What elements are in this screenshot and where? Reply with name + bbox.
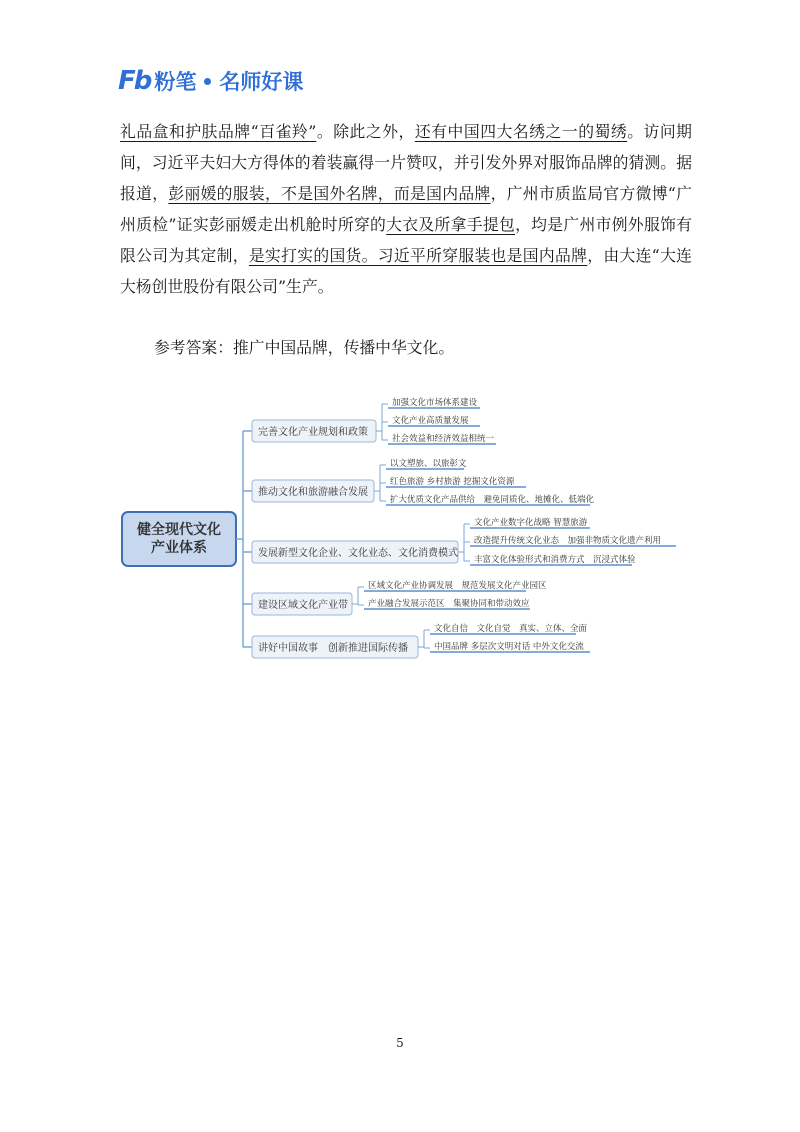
paragraph-segment: 。除此之外， [316, 122, 415, 141]
leaf-label: 产业融合发展示范区 集聚协同和带动效应 [368, 599, 530, 609]
root-label: 健全现代文化 [137, 522, 221, 538]
leaf-label: 文化自信 文化自觉 真实、立体、全面 [434, 624, 588, 634]
leaf-label: 文化产业数字化战略 智慧旅游 [474, 518, 588, 528]
underlined-text: 还有中国四大名绣之一的蜀绣 [414, 122, 628, 141]
branch-label: 完善文化产业规划和政策 [258, 427, 368, 438]
leaf-label: 区域文化产业协调发展 规范发展文化产业园区 [368, 581, 547, 591]
branch-label: 发展新型文化企业、文化业态、文化消费模式 [258, 548, 458, 559]
underlined-text: 彭丽媛的服装，不是国外名牌，而是国内品牌 [168, 184, 491, 203]
paragraph-segment: ，由大连“大连大杨创世股份有限公司”生产。 [120, 246, 692, 296]
leaf-label: 丰富文化体验形式和消费方式 沉浸式体验 [474, 555, 636, 565]
page-number: 5 [396, 1036, 404, 1050]
reference-answer: 参考答案：推广中国品牌，传播中华文化。 [154, 338, 455, 357]
logo-mark: Fb [118, 66, 151, 96]
logo-brand-name: 粉笔 [154, 70, 197, 94]
leaf-label: 文化产业高质量发展 [392, 416, 469, 426]
root-label: 产业体系 [151, 540, 207, 556]
underlined-text: 是实打实的国货。习近平所穿服装也是国内品牌 [248, 246, 588, 265]
paragraph-segment: ，广州市质监局官方微博“广州质检”证实彭丽媛走出机舱时所穿的 [120, 184, 692, 234]
leaf-label: 以文塑旅、以旅彰文 [390, 459, 467, 469]
branch-label: 讲好中国故事 创新推进国际传播 [258, 643, 408, 654]
branch-label: 推动文化和旅游融合发展 [258, 487, 368, 498]
logo-slogan: 名师好课 [219, 70, 304, 94]
branch-label: 建设区域文化产业带 [258, 600, 348, 611]
underlined-text: 大衣及所拿手提包 [386, 215, 516, 234]
underlined-text: 礼品盒和护肤品牌“百雀羚” [120, 122, 317, 141]
root-node [122, 512, 236, 566]
leaf-label: 改造提升传统文化业态 加强非物质文化遗产利用 [474, 536, 662, 546]
leaf-label: 红色旅游 乡村旅游 挖掘文化资源 [390, 477, 515, 487]
leaf-label: 中国品牌 多层次文明对话 中外文化交流 [434, 642, 584, 652]
leaf-label: 加强文化市场体系建设 [392, 398, 478, 408]
paragraph-segment: 。访问期间，习近平夫妇大方得体的着装赢得一片赞叹，并引发外界对服饰品牌的猜测。据报道， [120, 122, 692, 203]
leaf-label: 社会效益和经济效益相统一 [392, 434, 495, 444]
paragraph-segment: ，均是广州市例外服饰有限公司为其定制， [120, 215, 692, 265]
leaf-label: 扩大优质文化产品供给 避免同质化、地摊化、低端化 [390, 495, 595, 505]
